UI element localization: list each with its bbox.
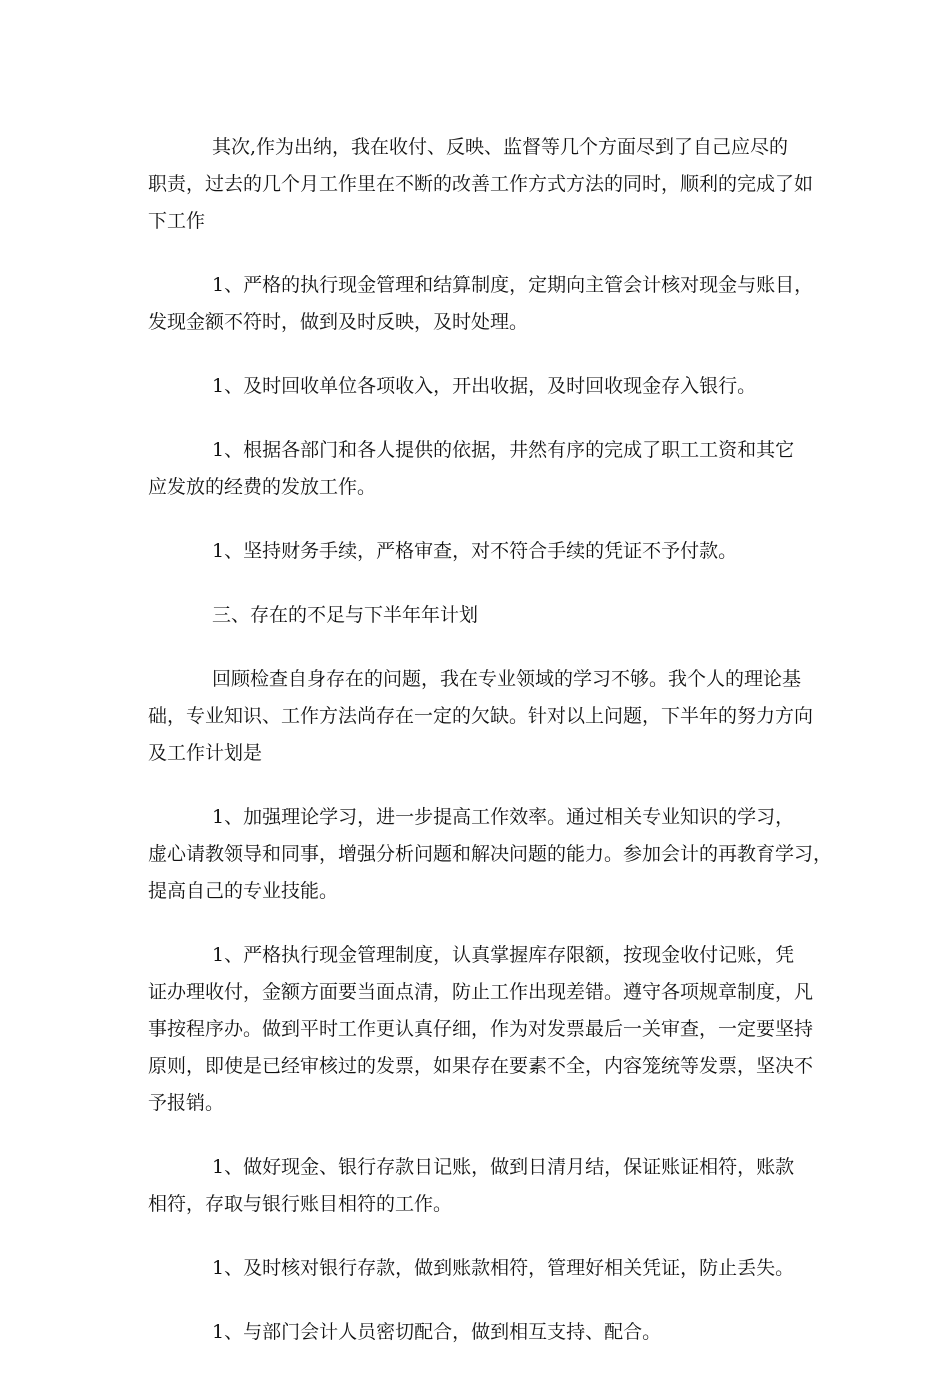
paragraph-line: 1、严格的执行现金管理和结算制度，定期向主管会计核对现金与账目，	[212, 274, 814, 296]
paragraph-line: 证办理收付，金额方面要当面点清，防止工作出现差错。遵守各项规章制度，凡	[148, 981, 814, 1003]
paragraph-line: 础，专业知识、工作方法尚存在一定的欠缺。针对以上问题，下半年的努力方向	[148, 705, 814, 727]
paragraph-line: 下工作	[148, 210, 206, 232]
paragraph-item	[148, 799, 833, 910]
paragraph-line: 应发放的经费的发放工作。	[148, 476, 377, 498]
paragraph-item	[148, 1314, 820, 1351]
paragraph-line: 1、及时核对银行存款，做到账款相符，管理好相关凭证，防止丢失。	[212, 1257, 795, 1279]
paragraph-item	[148, 937, 820, 1122]
paragraph-line: 虚心请教领导和同事，增强分析问题和解决问题的能力。参加会计的再教育学习，	[148, 843, 833, 865]
paragraph-review	[148, 661, 820, 772]
paragraph-line: 1、坚持财务手续，严格审查，对不符合手续的凭证不予付款。	[212, 540, 738, 562]
paragraph-line: 回顾检查自身存在的问题，我在专业领域的学习不够。我个人的理论基	[212, 668, 802, 690]
paragraph-line: 1、与部门会计人员密切配合，做到相互支持、配合。	[212, 1321, 662, 1343]
paragraph-line: 1、加强理论学习，进一步提高工作效率。通过相关专业知识的学习，	[212, 806, 795, 828]
document-body	[148, 129, 833, 1378]
paragraph-line: 原则，即使是已经审核过的发票，如果存在要素不全，内容笼统等发票，坚决不	[148, 1055, 814, 1077]
paragraph-item	[148, 432, 820, 506]
paragraph-item	[148, 368, 820, 405]
paragraph-line: 提高自己的专业技能。	[148, 880, 339, 902]
paragraph-line: 予报销。	[148, 1092, 225, 1114]
paragraph-line: 1、及时回收单位各项收入，开出收据，及时回收现金存入银行。	[212, 375, 757, 397]
paragraph-line: 1、做好现金、银行存款日记账，做到日清月结，保证账证相符，账款	[212, 1156, 795, 1178]
paragraph-item	[148, 1149, 820, 1223]
paragraph-line: 事按程序办。做到平时工作更认真仔细，作为对发票最后一关审查，一定要坚持	[148, 1018, 814, 1040]
paragraph-line: 其次,作为出纳，我在收付、反映、监督等几个方面尽到了自己应尽的	[212, 136, 789, 158]
section-heading	[148, 597, 820, 634]
paragraph-line: 1、严格执行现金管理制度，认真掌握库存限额，按现金收付记账，凭	[212, 944, 795, 966]
paragraph-line: 相符，存取与银行账目相符的工作。	[148, 1193, 453, 1215]
paragraph-intro	[148, 129, 820, 240]
paragraph-item	[148, 1250, 820, 1287]
paragraph-item	[148, 533, 820, 570]
paragraph-line: 1、根据各部门和各人提供的依据，井然有序的完成了职工工资和其它	[212, 439, 795, 461]
section-heading-text: 三、存在的不足与下半年年计划	[212, 604, 479, 626]
paragraph-line: 发现金额不符时，做到及时反映，及时处理。	[148, 311, 529, 333]
paragraph-item	[148, 267, 820, 341]
paragraph-line: 及工作计划是	[148, 742, 263, 764]
paragraph-line: 职责，过去的几个月工作里在不断的改善工作方式方法的同时，顺利的完成了如	[148, 173, 814, 195]
